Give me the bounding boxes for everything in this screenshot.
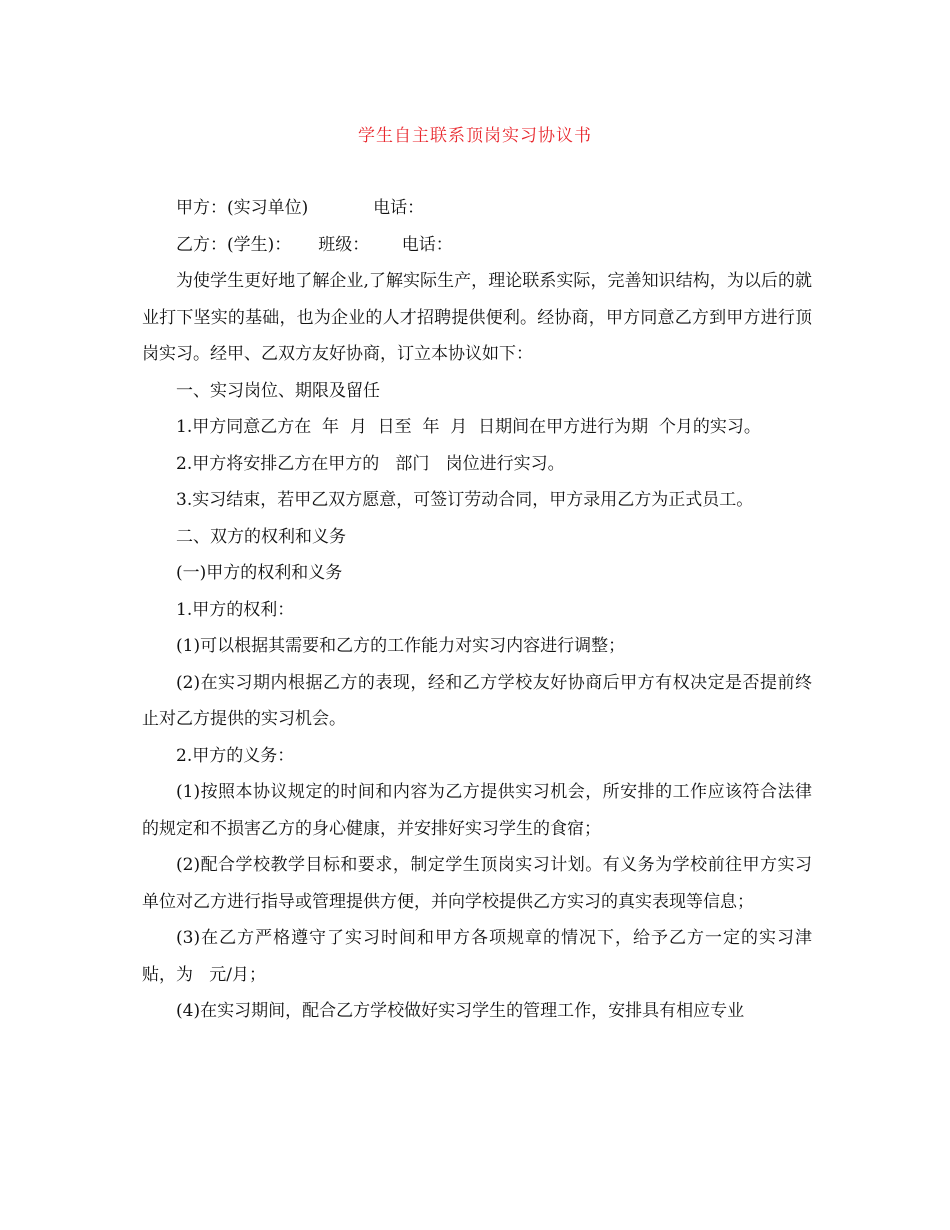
clause-1-2: 2.甲方将安排乙方在甲方的 部门 岗位进行实习。 [176,453,565,474]
party-a-rights-heading: 1.甲方的权利： [176,599,295,620]
party-a-right-1: (1)可以根据其需要和乙方的工作能力对实习内容进行调整； [176,636,626,656]
party-a-right-2: (2)在实习期内根据乙方的表现，经和乙方学校友好协商后甲方有权决定是否提前终止对乙方提供的实习机会。 [142,672,812,729]
party-a-duty-2: (2)配合学校教学目标和要求，制定学生顶岗实习计划。有义务为学校前往甲方实习单位对乙方进行指导或管理提供方便，并向学校提供乙方实习的真实表现等信息； [142,855,812,912]
section-heading-1: 一、实习岗位、期限及留任 [176,380,380,401]
party-a-duty-4: (4)在实习期间，配合乙方学校做好实习学生的管理工作，安排具有相应专业 [176,1001,745,1021]
intro-paragraph: 为使学生更好地了解企业,了解实际生产，理论联系实际，完善知识结构，为以后的就业打下坚实的基础，也为企业的人才招聘提供便利。经协商，甲方同意乙方到甲方进行顶岗实习。经甲、乙双方友好协商，订立本协议如下： [142,271,812,364]
clause-1-1: 1.甲方同意乙方在 年 月 日至 年 月 日期间在甲方进行为期 个月的实习。 [176,417,761,437]
subsection-heading-a: (一)甲方的权利和义务 [176,563,343,583]
party-a-duty-3: (3)在乙方严格遵守了实习时间和甲方各项规章的情况下，给予乙方一定的实习津贴，为 元/月； [142,928,812,985]
section-heading-2: 二、双方的权利和义务 [176,526,346,547]
party-a-duty-1: (1)按照本协议规定的时间和内容为乙方提供实习机会，所安排的工作应该符合法律的规定和不损害乙方的身心健康，并安排好实习学生的食宿； [142,782,812,839]
party-b-line: 乙方：(学生)： 班级： 电话： [176,234,453,255]
document-title: 学生自主联系顶岗实习协议书 [358,126,592,146]
party-a-duties-heading: 2.甲方的义务： [176,745,295,766]
party-a-line: 甲方：(实习单位) 电话： [176,198,425,218]
document-body [142,190,812,1030]
clause-1-3: 3.实习结束，若甲乙双方愿意，可签订劳动合同，甲方录用乙方为正式员工。 [176,490,754,510]
